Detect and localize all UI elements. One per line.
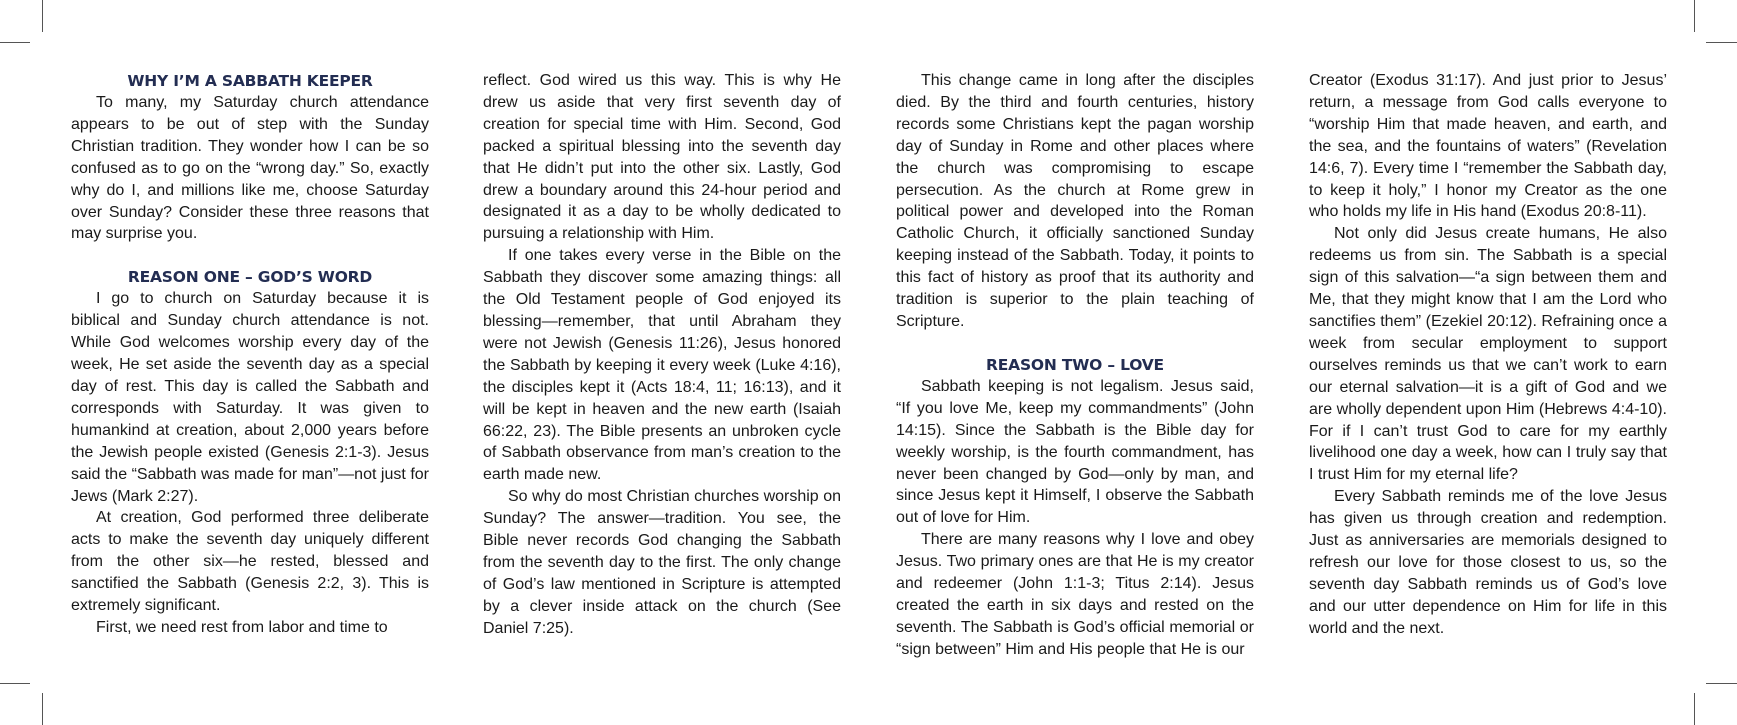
paragraph: Not only did Jesus create humans, He also redeems us from sin. The Sabbath is a special sign of this salvation—“a sign between them and Me, that they might know that I am the Lord who sanctifies them” (Ezekiel 20:12). Refraining once a week from secular employment to support ourselves reminds us that we can’t work to earn our eternal salvation—it is a gift of God and we are wholly dependent upon Him (Hebrews 4:4-10). For if I can’t trust God to care for my earthly livelihood one day a week, how can I truly say that I trust Him for my eternal life? <box>1309 225 1667 484</box>
paragraph: To many, my Saturday church attendance appears to be out of step with the Sunday Christian tradition. They wonder how I can be so confused as to go on the “wrong day.” So, exactly why do I, and millions like me, choose Saturday over Sunday? Consider these three reasons that may surprise you. <box>71 94 429 243</box>
paragraph: I go to church on Saturday because it is biblical and Sunday church attendance is not. While God welcomes worship every day of the week, He set aside the seventh day as a special day of rest. This day is called the Sabbath and corresponds with Saturday. It was given to humankind at creation, about 2,000 years before the Jewish people existed (Genesis 2:1-3). Jesus said the “Sabbath was made for man”—not just for Jews (Mark 2:27). <box>71 290 429 505</box>
paragraph: First, we need rest from labor and time to <box>96 618 388 636</box>
column-3 <box>896 70 1254 661</box>
heading-reason-one: REASON ONE – GOD’S WORD <box>127 268 373 287</box>
paragraph-continued: Creator (Exodus 31:17). And just prior to Jesus’ return, a message from God calls everyone to “worship Him that made heaven, and earth, and the sea, and the fountains of waters” (Revelation 14:6, 7). Every time I “remember the Sabbath day, to keep it holy,” I honor my Creator as the one who holds my life in His hand (Exodus 20:8-11). <box>1309 72 1667 221</box>
crop-mark <box>42 0 43 32</box>
paragraph: Every Sabbath reminds me of the love Jesus has given us through creation and redemption. Just as anniversaries are memorials designed to refresh our love for those closest to us, so the seventh day Sabbath reminds us of God’s love and our utter dependence on Him for life in this world and the next. <box>1309 488 1667 637</box>
column-2 <box>483 70 841 640</box>
crop-mark <box>1694 693 1695 725</box>
crop-mark <box>1706 683 1737 684</box>
paragraph: There are many reasons why I love and obey Jesus. Two primary ones are that He is my creator and redeemer (John 1:1-3; Titus 2:14). Jesus created the earth in six days and rested on the seventh. The Sabbath is God’s official memorial or “sign between” Him and His people that He is our <box>896 531 1254 658</box>
crop-mark <box>1694 0 1695 32</box>
crop-mark <box>42 693 43 725</box>
column-4 <box>1309 70 1667 640</box>
column-1 <box>71 70 429 639</box>
heading-why-sabbath-keeper: WHY I’M A SABBATH KEEPER <box>127 72 373 90</box>
crop-mark <box>0 683 30 684</box>
paragraph: Sabbath keeping is not legalism. Jesus said, “If you love Me, keep my commandments” (John 14:15). Since the Sabbath is the Bible day for weekly worship, is the fourth commandment, has never been changed by God—only by man, and since Jesus kept it Himself, I observe the Sabbath out of love for Him. <box>896 377 1254 527</box>
paragraph: So why do most Christian churches worship on Sunday? The answer—tradition. You see, the Bible never records God changing the Sabbath from the seventh day to the first. The only change of God’s law mentioned in Scripture is attempted by a clever inside attack on the church (See Daniel 7:25). <box>483 488 841 637</box>
paragraph-continued: reflect. God wired us this way. This is why He drew us aside that very first seventh day of creation for special time with Him. Second, God packed a spiritual blessing into the seventh day that He didn’t put into the other six. Lastly, God drew a boundary around this 24-hour period and designated it as a day to be wholly dedicated to pursuing a relationship with Him. <box>483 72 841 243</box>
crop-mark <box>0 42 30 43</box>
paragraph: This change came in long after the disciples died. By the third and fourth centuries, history records some Christians kept the pagan worship day of Sunday in Rome and other places where the church was compromising to escape persecution. As the church at Rome grew in political power and developed into the Roman Catholic Church, it officially sanctioned Sunday keeping instead of the Sabbath. Today, it points to this fact of history as proof that its authority and tradition is superior to the plain teaching of Scripture. <box>896 72 1254 330</box>
crop-mark <box>1706 42 1737 43</box>
heading-reason-two: REASON TWO – LOVE <box>986 355 1164 374</box>
paragraph: If one takes every verse in the Bible on the Sabbath they discover some amazing things: all the Old Testament people of God enjoyed its blessing—remember, that until Abraham they were not Jewish (Genesis 11:26), Jesus honored the Sabbath by keeping it every week (Luke 4:16), the disciples kept it (Acts 18:4, 11; 16:13), and it will be kept in heaven and the new earth (Isaiah 66:22, 23). The Bible presents an unbroken cycle of Sabbath observance from man’s creation to the earth made new. <box>483 247 841 484</box>
paragraph: At creation, God performed three deliberate acts to make the seventh day uniquely different from the other six—he rested, blessed and sanctified the Sabbath (Genesis 2:2, 3). This is extremely significant. <box>71 509 429 615</box>
